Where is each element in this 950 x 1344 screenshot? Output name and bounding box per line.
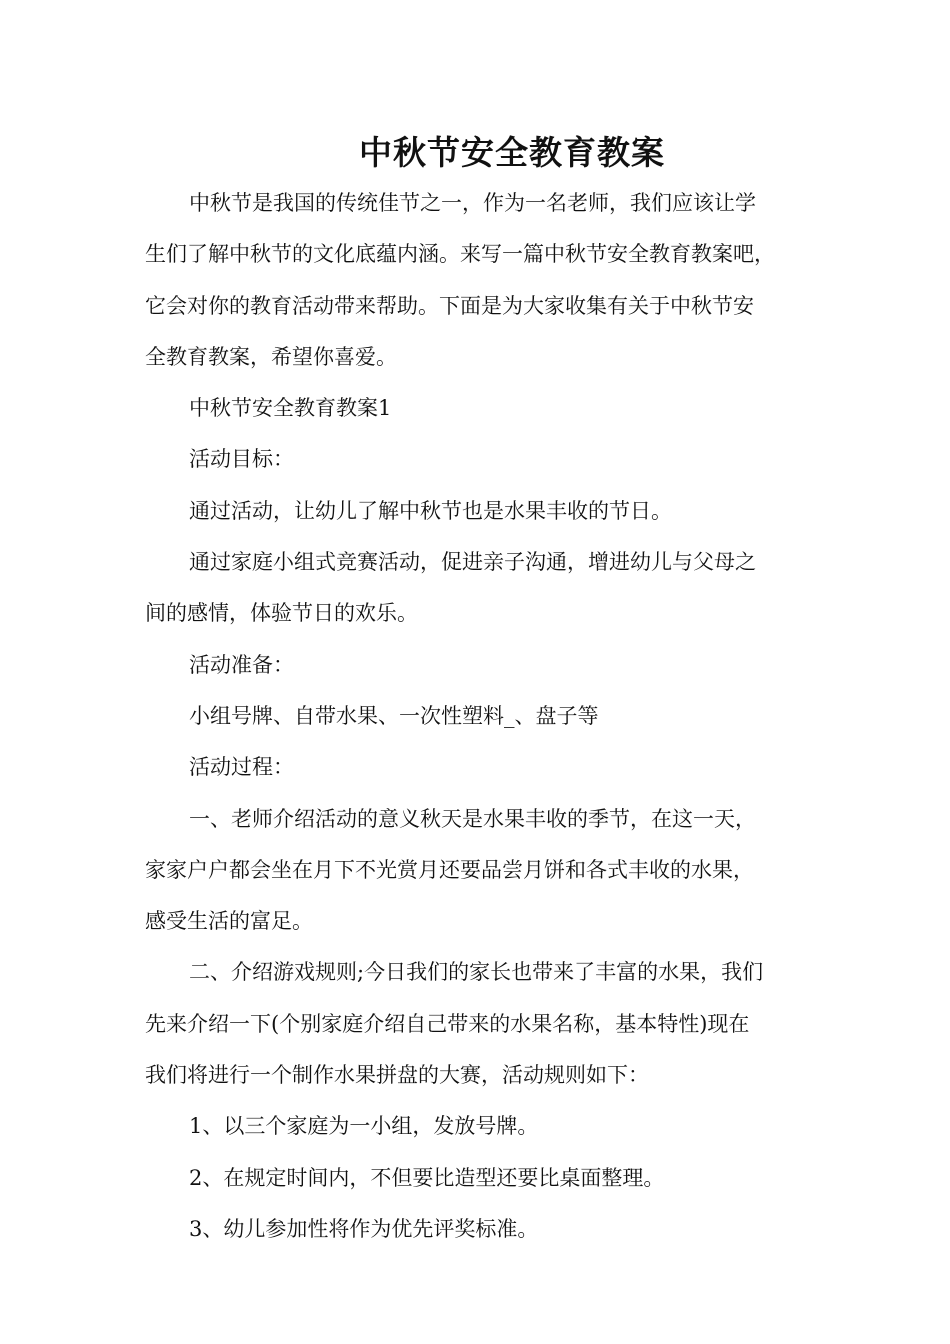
rule-3: 3、幼儿参加性将作为优先评奖标准。 <box>189 1216 539 1241</box>
document-body <box>145 178 825 1255</box>
text-line: 先来介绍一下(个别家庭介绍自己带来的水果名称，基本特性)现在 <box>145 1011 750 1036</box>
prep-items: 小组号牌、自带水果、一次性塑料_、盘子等 <box>189 703 599 728</box>
text-line: 我们将进行一个制作水果拼盘的大赛，活动规则如下： <box>145 1063 649 1088</box>
document-title: 中秋节安全教育教案 <box>359 133 665 172</box>
text-line: 间的感情，体验节日的欢乐。 <box>145 601 418 626</box>
rule-2: 2、在规定时间内，不但要比造型还要比桌面整理。 <box>189 1165 665 1190</box>
goal-1: 通过活动，让幼儿了解中秋节也是水果丰收的节日。 <box>189 498 672 523</box>
text-line: 全教育教案，希望你喜爱。 <box>145 344 397 369</box>
prep-label: 活动准备： <box>189 652 294 677</box>
goal-label: 活动目标： <box>189 447 294 472</box>
text-line: 一、老师介绍活动的意义秋天是水果丰收的季节，在这一天， <box>189 806 756 831</box>
step-1-paragraph <box>145 794 825 948</box>
process-label: 活动过程： <box>189 755 294 780</box>
text-line: 二、介绍游戏规则;今日我们的家长也带来了丰富的水果，我们 <box>189 960 764 985</box>
text-line: 家家户户都会坐在月下不光赏月还要品尝月饼和各式丰收的水果， <box>145 857 754 882</box>
text-line: 它会对你的教育活动带来帮助。下面是为大家收集有关于中秋节安 <box>145 293 754 318</box>
goal-2-paragraph <box>145 537 825 640</box>
text-line: 中秋节是我国的传统佳节之一，作为一名老师，我们应该让学 <box>189 191 756 215</box>
rule-1: 1、以三个家庭为一小组，发放号牌。 <box>189 1114 539 1139</box>
step-2-paragraph <box>145 947 825 1101</box>
intro-paragraph <box>145 178 825 383</box>
section-heading: 中秋节安全教育教案1 <box>189 396 392 421</box>
text-line: 感受生活的富足。 <box>145 909 313 934</box>
text-line: 生们了解中秋节的文化底蕴内涵。来写一篇中秋节安全教育教案吧， <box>145 242 775 267</box>
text-line: 通过家庭小组式竞赛活动，促进亲子沟通，增进幼儿与父母之 <box>189 550 756 575</box>
